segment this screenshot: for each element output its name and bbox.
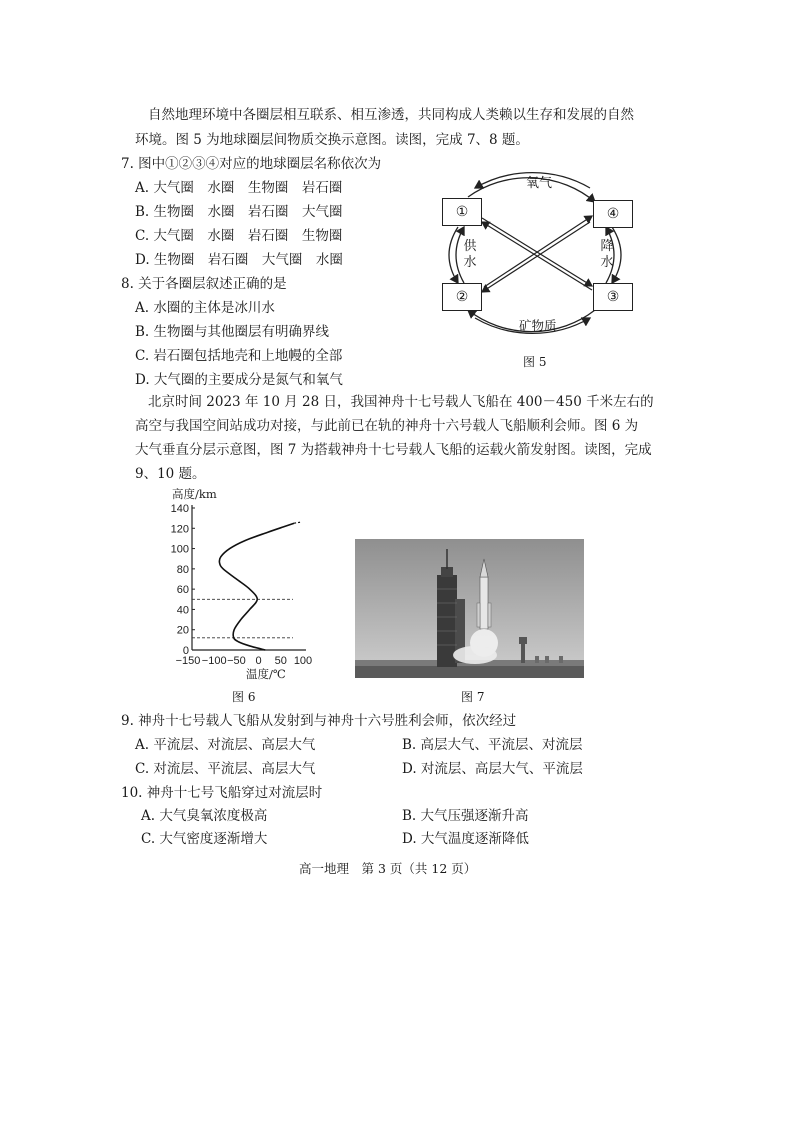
q9-option-d: D. 对流层、高层大气、平流层 [402, 761, 583, 777]
q7-option-d: D. 生物圈 岩石圈 大气圈 水圈 [135, 252, 343, 268]
y-axis-label: 高度/km [172, 487, 217, 501]
q10-stem: 10. 神舟十七号飞船穿过对流层时 [121, 785, 323, 801]
x-tick-label: 0 [255, 655, 262, 667]
x-tick-label: −150 [175, 655, 201, 667]
x-axis-label: 温度/℃ [246, 667, 286, 681]
q10-option-d: D. 大气温度逐渐降低 [402, 831, 529, 847]
intro2-line-3: 大气垂直分层示意图，图 7 为搭载神舟十七号载人飞船的运载火箭发射图。读图，完成 [135, 442, 652, 458]
intro-line-1: 自然地理环境中各圈层相互联系、相互渗透，共同构成人类赖以生存和发展的自然 [148, 107, 634, 123]
q9-option-b: B. 高层大气、平流层、对流层 [402, 737, 583, 753]
q8-option-b: B. 生物圈与其他圈层有明确界线 [135, 324, 330, 340]
figure-6-caption: 图 6 [232, 690, 256, 704]
y-tick-label: 0 [182, 645, 189, 657]
figure-6-chart [160, 483, 360, 683]
x-tick-label: 100 [293, 655, 313, 667]
y-tick-label: 20 [176, 624, 189, 637]
page-footer: 高一地理 第 3 页（共 12 页） [299, 861, 477, 876]
y-tick-label: 80 [176, 563, 189, 576]
x-tick-label: 50 [274, 655, 287, 667]
intro2-line-1: 北京时间 2023 年 10 月 28 日，我国神舟十七号载人飞船在 400－450 千米左右的 [148, 394, 654, 410]
sphere-box-4: ④ [593, 200, 633, 228]
q10-option-c: C. 大气密度逐渐增大 [141, 831, 268, 847]
q9-stem: 9. 神舟十七号载人飞船从发射到与神舟十六号胜利会师，依次经过 [121, 713, 517, 729]
q10-option-a: A. 大气臭氧浓度极高 [141, 808, 268, 824]
q8-stem: 8. 关于各圈层叙述正确的是 [121, 276, 287, 292]
temperature-curve-continuation [294, 522, 300, 523]
x-tick-label: −50 [227, 655, 246, 667]
q8-option-c: C. 岩石圈包括地壳和上地幔的全部 [135, 348, 343, 364]
q9-option-c: C. 对流层、平流层、高层大气 [135, 761, 316, 777]
q7-option-a: A. 大气圈 水圈 生物圈 岩石圈 [135, 180, 343, 196]
q9-option-a: A. 平流层、对流层、高层大气 [135, 737, 316, 753]
q7-stem: 7. 图中①②③④对应的地球圈层名称依次为 [121, 156, 382, 172]
figure-5-diagram [420, 150, 650, 380]
q7-option-c: C. 大气圈 水圈 岩石圈 生物圈 [135, 228, 343, 244]
rocket-launch-photo [355, 539, 584, 678]
intro2-line-2: 高空与我国空间站成功对接，与此前已在轨的神舟十六号载人飞船顺利会师。图 6 为 [135, 418, 639, 434]
supply-water-label-1: 供 [463, 239, 477, 254]
sphere-box-1: ① [442, 198, 482, 226]
supply-water-label-2: 水 [463, 255, 477, 270]
figure-5-caption: 图 5 [523, 355, 547, 369]
y-tick-label: 40 [176, 604, 189, 617]
q8-option-a: A. 水圈的主体是冰川水 [135, 300, 275, 316]
sphere-box-3: ③ [593, 283, 633, 311]
y-tick-label: 120 [170, 523, 189, 536]
q8-option-d: D. 大气圈的主要成分是氮气和氧气 [135, 372, 343, 388]
oxygen-label: 氧气 [526, 176, 553, 191]
intro-line-2: 环境。图 5 为地球圈层间物质交换示意图。读图，完成 7、8 题。 [135, 132, 529, 148]
q10-option-b: B. 大气压强逐渐升高 [402, 808, 529, 824]
figure-7-caption: 图 7 [461, 690, 485, 704]
x-tick-label: −100 [201, 655, 227, 667]
mineral-label: 矿物质 [519, 318, 557, 333]
sphere-box-2: ② [442, 283, 482, 311]
intro2-line-4: 9、10 题。 [135, 466, 206, 482]
precipitation-label-2: 水 [600, 255, 614, 270]
y-tick-label: 140 [170, 503, 189, 515]
temperature-curve [219, 523, 294, 650]
y-tick-label: 100 [170, 543, 189, 556]
q7-option-b: B. 生物圈 水圈 岩石圈 大气圈 [135, 204, 343, 220]
precipitation-label-1: 降 [600, 239, 614, 254]
y-tick-label: 60 [176, 584, 189, 597]
